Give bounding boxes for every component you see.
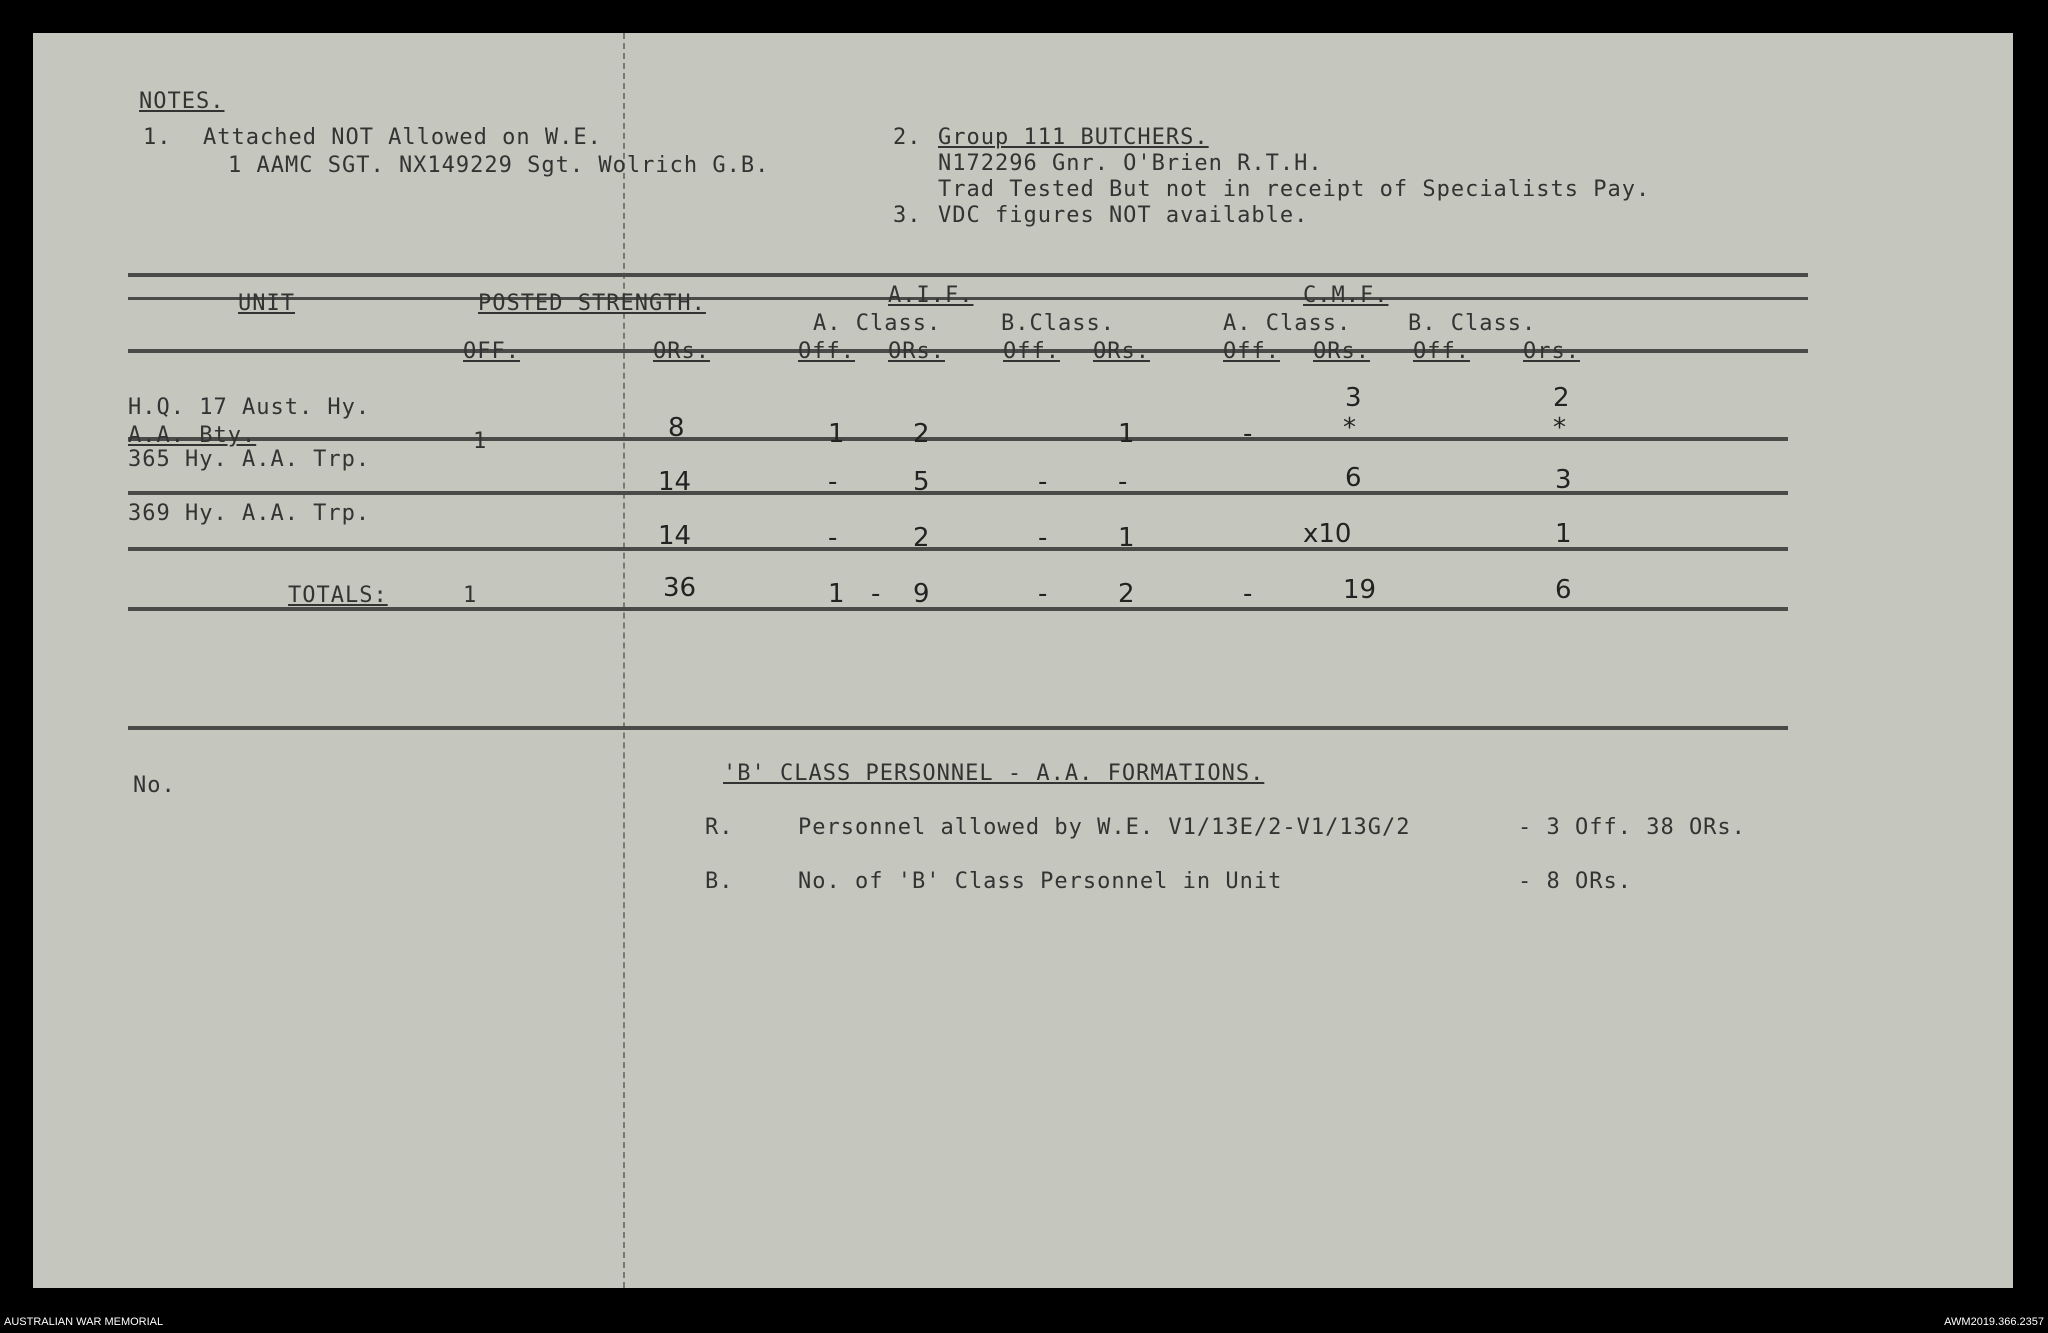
row-1-ors: 8 bbox=[668, 413, 685, 443]
table-rule-bottom bbox=[128, 726, 1788, 730]
row-3-aif-b-off: - bbox=[1038, 523, 1048, 553]
note-1-number: 1. bbox=[143, 125, 172, 150]
note-2-heading: Group 111 BUTCHERS. bbox=[938, 125, 1209, 150]
row-2-ors: 14 bbox=[658, 467, 692, 497]
row-3-aif-a-ors: 2 bbox=[913, 523, 930, 553]
row-2-aif-a-off: - bbox=[828, 467, 838, 497]
totals-aif-a-off: 1 bbox=[828, 579, 845, 609]
row-1-off: 1 bbox=[473, 429, 488, 454]
row-1-cmf-a-off: - bbox=[1243, 419, 1253, 449]
header-unit: UNIT bbox=[238, 291, 295, 316]
totals-dash: - bbox=[871, 579, 881, 609]
header-aif-b-off: Off. bbox=[1003, 339, 1060, 364]
totals-ors: 36 bbox=[663, 573, 697, 603]
row-3-cmf-b-ors: 1 bbox=[1555, 519, 1572, 549]
table-rule-row-1 bbox=[128, 437, 1788, 441]
header-cmf-a-off: Off. bbox=[1223, 339, 1280, 364]
row-3-unit: 369 Hy. A.A. Trp. bbox=[128, 501, 371, 526]
header-aif-a-class: A. Class. bbox=[813, 311, 942, 336]
header-cmf-b-off: Off. bbox=[1413, 339, 1470, 364]
row-3-cmf-a-ors: x10 bbox=[1303, 519, 1352, 549]
row-1-unit-line-1: H.Q. 17 Aust. Hy. bbox=[128, 395, 371, 420]
header-aif-a-off: Off. bbox=[798, 339, 855, 364]
header-cmf-a-class: A. Class. bbox=[1223, 311, 1352, 336]
row-1-unit-line-2: A.A. Bty. bbox=[128, 423, 257, 448]
totals-label: TOTALS: bbox=[288, 583, 388, 608]
row-1-aif-b-ors: 1 bbox=[1118, 419, 1135, 449]
note-1-line-2: 1 AAMC SGT. NX149229 Sgt. Wolrich G.B. bbox=[228, 153, 770, 178]
header-cmf-b-class: B. Class. bbox=[1408, 311, 1537, 336]
totals-cmf-a-ors: 19 bbox=[1343, 575, 1377, 605]
table-rule-row-2 bbox=[128, 491, 1788, 495]
row-2-cmf-a-ors: 6 bbox=[1345, 463, 1362, 493]
note-3-number: 3. bbox=[893, 203, 922, 228]
header-aif-b-class: B.Class. bbox=[1001, 311, 1115, 336]
table-rule-row-3 bbox=[128, 547, 1788, 551]
row-1-cmf-a-ors-top: 3 bbox=[1345, 383, 1362, 413]
b-class-item-b-letter: B. bbox=[705, 869, 734, 894]
header-aif-b-ors: ORs. bbox=[1093, 339, 1150, 364]
note-2-line-1: N172296 Gnr. O'Brien R.T.H. bbox=[938, 151, 1323, 176]
b-class-item-a-letter: R. bbox=[705, 815, 734, 840]
totals-cmf-a-off: - bbox=[1243, 579, 1253, 609]
totals-cmf-b-ors: 6 bbox=[1555, 575, 1572, 605]
notes-heading: NOTES. bbox=[139, 89, 225, 114]
table-rule-top bbox=[128, 273, 1808, 277]
number-label: No. bbox=[133, 773, 176, 798]
row-3-ors: 14 bbox=[658, 521, 692, 551]
document-page bbox=[33, 33, 2013, 1288]
b-class-item-a-text: Personnel allowed by W.E. V1/13E/2-V1/13G/2 bbox=[798, 815, 1411, 840]
row-1-aif-a-ors: 2 bbox=[913, 419, 930, 449]
header-cmf-a-ors: ORs. bbox=[1313, 339, 1370, 364]
row-2-aif-b-ors: - bbox=[1118, 467, 1128, 497]
b-class-item-b-value: - 8 ORs. bbox=[1518, 869, 1632, 894]
b-class-item-a-value: - 3 Off. 38 ORs. bbox=[1518, 815, 1746, 840]
note-1-line-1: Attached NOT Allowed on W.E. bbox=[203, 125, 602, 150]
row-2-unit: 365 Hy. A.A. Trp. bbox=[128, 447, 371, 472]
row-2-cmf-b-ors: 3 bbox=[1555, 465, 1572, 495]
header-posted-strength: POSTED STRENGTH. bbox=[478, 291, 706, 316]
b-class-heading: 'B' CLASS PERSONNEL - A.A. FORMATIONS. bbox=[723, 761, 1265, 786]
row-2-aif-a-ors: 5 bbox=[913, 467, 930, 497]
row-3-aif-a-off: - bbox=[828, 523, 838, 553]
note-2-number: 2. bbox=[893, 125, 922, 150]
note-2-line-2: Trad Tested But not in receipt of Specialists Pay. bbox=[938, 177, 1651, 202]
footer-credit: AUSTRALIAN WAR MEMORIAL bbox=[4, 1316, 164, 1328]
note-3-text: VDC figures NOT available. bbox=[938, 203, 1309, 228]
row-1-cmf-b-ors: * bbox=[1553, 413, 1566, 443]
totals-aif-b-ors: 2 bbox=[1118, 579, 1135, 609]
row-1-cmf-b-ors-top: 2 bbox=[1553, 383, 1570, 413]
row-1-aif-a-off: 1 bbox=[828, 419, 845, 449]
b-class-item-b-text: No. of 'B' Class Personnel in Unit bbox=[798, 869, 1283, 894]
row-1-cmf-a-ors: * bbox=[1343, 413, 1356, 443]
header-cmf-b-ors: Ors. bbox=[1523, 339, 1580, 364]
row-3-aif-b-ors: 1 bbox=[1118, 523, 1135, 553]
header-aif: A.I.F. bbox=[888, 283, 974, 308]
row-2-aif-b-off: - bbox=[1038, 467, 1048, 497]
totals-off: 1 bbox=[463, 583, 478, 608]
header-aif-a-ors: ORs. bbox=[888, 339, 945, 364]
header-off: OFF. bbox=[463, 339, 520, 364]
fold-line bbox=[623, 33, 625, 1288]
footer-reference: AWM2019.366.2357 bbox=[1944, 1316, 2044, 1328]
header-cmf: C.M.F. bbox=[1303, 283, 1389, 308]
totals-aif-a-ors: 9 bbox=[913, 579, 930, 609]
totals-aif-b-off: - bbox=[1038, 579, 1048, 609]
header-ors: ORs. bbox=[653, 339, 710, 364]
